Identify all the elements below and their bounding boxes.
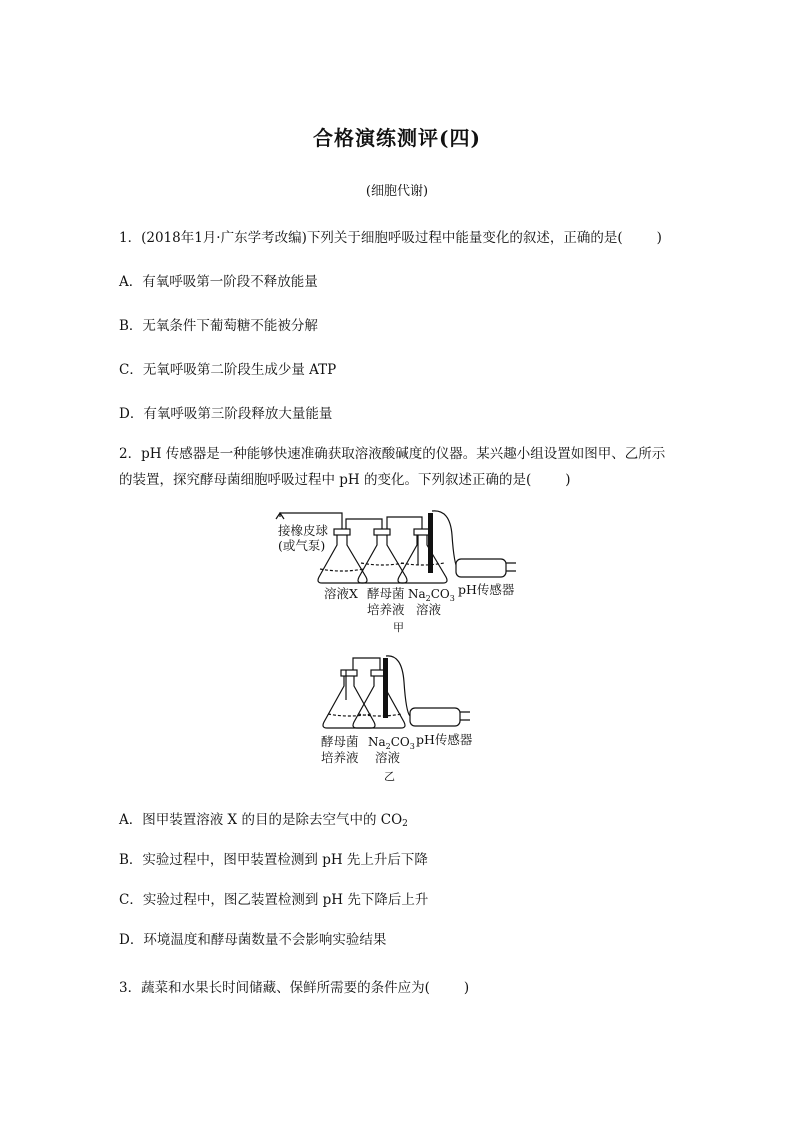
question-2-prompt-line-2 <box>119 468 571 488</box>
pump-label-2: (或气泵) <box>278 538 326 553</box>
sensor-label: pH传感器 <box>458 582 515 597</box>
yi-flask-1-label-line-1: 酵母菌 <box>321 734 359 749</box>
question-2-prompt-line-1: 2．pH 传感器是一种能够快速准确获取溶液酸碱度的仪器。某兴趣小组设置如图甲、乙所示 <box>119 446 666 462</box>
question-3-prompt <box>119 976 469 996</box>
question-1-text: 1．(2018年1月·广东学考改编)下列关于细胞呼吸过程中能量变化的叙述，正确的是( <box>119 230 623 246</box>
yi-co-subscript: 3 <box>409 742 415 751</box>
flask-3-label-line-2: 溶液 <box>416 602 442 617</box>
co-text: CO <box>430 587 450 601</box>
flask-3-label-line-1 <box>408 587 455 603</box>
figure-jia <box>270 505 530 635</box>
yi-flask-2-label-line-2: 溶液 <box>375 750 401 765</box>
question-1-option-b: B．无氧条件下葡萄糖不能被分解 <box>119 318 318 334</box>
question-2-close-paren: ) <box>565 472 571 488</box>
question-1-prompt <box>119 226 662 246</box>
pump-label-1: 接橡皮球 <box>278 523 329 538</box>
page-subtitle: (细胞代谢) <box>365 184 429 199</box>
question-2-option-d: D．环境温度和酵母菌数量不会影响实验结果 <box>119 932 387 948</box>
question-2-option-a-text: A．图甲装置溶液 X 的目的是除去空气中的 CO <box>119 812 403 828</box>
page-title: 合格演练测评(四) <box>313 126 481 150</box>
question-2-option-c: C．实验过程中，图乙装置检测到 pH 先下降后上升 <box>119 892 429 908</box>
flask-2-label-line-2: 培养液 <box>367 602 405 617</box>
co2-subscript: 2 <box>402 819 408 829</box>
question-1-option-c: C．无氧呼吸第二阶段生成少量 ATP <box>119 362 337 378</box>
figure-yi <box>318 652 483 784</box>
flask-2-label-line-1: 酵母菌 <box>367 586 405 601</box>
co-subscript: 3 <box>449 594 455 603</box>
question-2-option-b: B．实验过程中，图甲装置检测到 pH 先上升后下降 <box>119 852 428 868</box>
question-2-text: 的装置，探究酵母菌细胞呼吸过程中 pH 的变化。下列叙述正确的是( <box>119 472 532 488</box>
na-text: Na <box>408 587 426 601</box>
yi-sensor-label: pH传感器 <box>416 732 473 747</box>
question-1-option-d: D．有氧呼吸第三阶段释放大量能量 <box>119 406 333 422</box>
flask-1-label: 溶液X <box>324 586 358 601</box>
yi-na-subscript: 2 <box>385 742 391 751</box>
question-1-close-paren: ) <box>656 230 662 246</box>
yi-flask-1-label-line-2: 培养液 <box>321 750 359 765</box>
figure-yi-caption: 乙 <box>384 770 395 783</box>
yi-co-text: CO <box>390 735 410 749</box>
yi-na-text: Na <box>368 735 386 749</box>
figure-jia-caption: 甲 <box>393 621 404 634</box>
question-2-option-a <box>119 808 408 829</box>
na-subscript: 2 <box>425 594 431 603</box>
question-1-option-a: A．有氧呼吸第一阶段不释放能量 <box>119 274 318 290</box>
question-3-close-paren: ) <box>463 980 470 996</box>
question-3-text: 3．蔬菜和水果长时间储藏、保鲜所需要的条件应为( <box>119 980 430 996</box>
yi-flask-2-label-line-1 <box>368 735 415 751</box>
